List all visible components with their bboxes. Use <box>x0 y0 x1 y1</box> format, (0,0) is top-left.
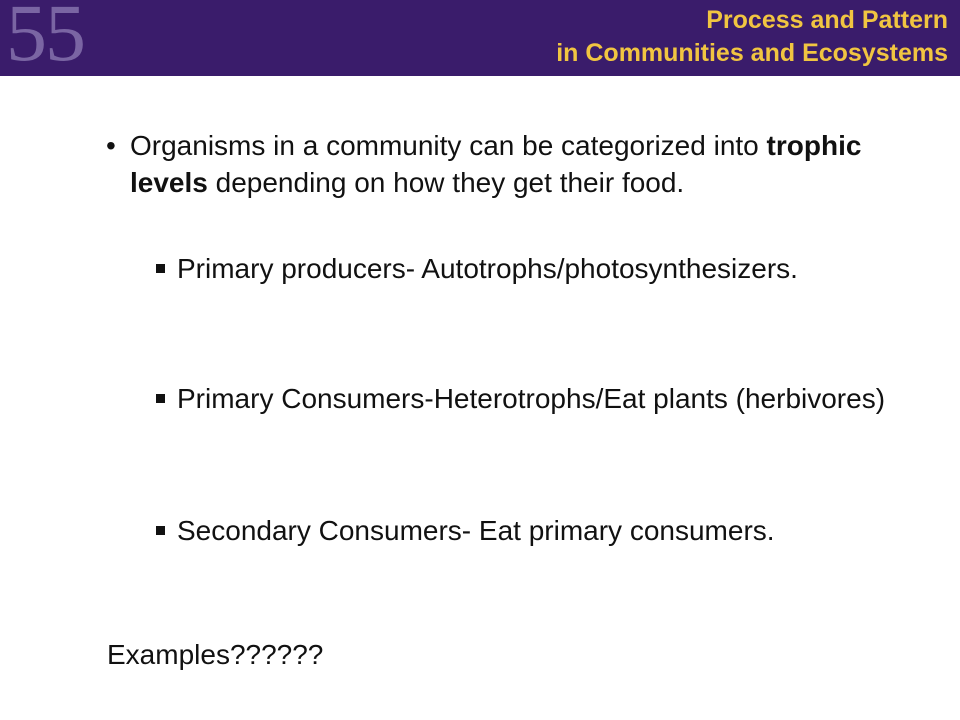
main-bullet-text <box>130 127 906 201</box>
main-bullet <box>106 127 906 201</box>
trophic-levels-term: trophic levels <box>130 130 862 198</box>
slide-title-line-2: in Communities and Ecosystems <box>556 39 948 67</box>
square-bullet-icon <box>156 264 165 273</box>
slide-title <box>556 4 948 70</box>
square-bullet-icon <box>156 526 165 535</box>
examples-prompt: Examples?????? <box>107 639 324 670</box>
slide-title-line-1: Process and Pattern <box>706 6 948 34</box>
sub-bullet-primary-consumers <box>156 380 886 417</box>
sub-bullet-text: Primary producers- Autotrophs/photosynthesizers. <box>177 253 798 284</box>
sub-bullet-primary-producers <box>156 250 886 287</box>
sub-bullet-text: Secondary Consumers- Eat primary consumers. <box>177 515 775 546</box>
bullet-dot-icon: • <box>106 130 116 161</box>
square-bullet-icon <box>156 394 165 403</box>
sub-bullet-text: Primary Consumers-Heterotrophs/Eat plants (herbivores) <box>177 383 886 414</box>
main-bullet-text-before: Organisms in a community can be categorized into <box>130 130 767 161</box>
chapter-number: 55 <box>6 0 84 78</box>
main-bullet-text-after: depending on how they get their food. <box>207 167 685 198</box>
sub-bullet-secondary-consumers <box>156 512 886 549</box>
header-bar <box>0 0 960 76</box>
